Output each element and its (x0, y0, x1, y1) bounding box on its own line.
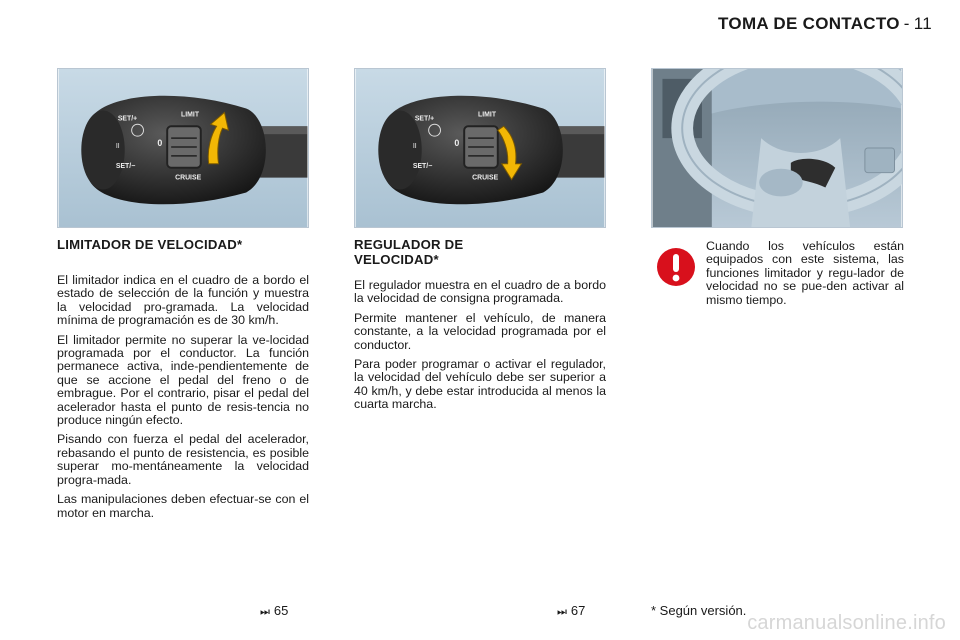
cruise-heading: REGULADOR DE VELOCIDAD* (354, 237, 464, 267)
exclamation-icon (656, 247, 696, 287)
footnote: * Según versión. (651, 603, 747, 618)
page-reference-limiter[interactable] (260, 603, 288, 619)
cruise-stalk-illustration (355, 69, 605, 227)
limiter-paragraph: Las manipulaciones deben efectuar-se con el motor en marcha. (57, 492, 309, 520)
set-minus-label: SET/− (115, 162, 136, 170)
section-title: TOMA DE CONTACTO (718, 14, 900, 33)
watermark: carmanualsonline.info (747, 612, 946, 634)
cruise-paragraph: Para poder programar o activar el regulador, la velocidad del vehículo debe ser superior a 40 km/h, y debe estar introducida al menos la cuarta marcha. (354, 357, 606, 412)
cruise-label: CRUISE (175, 174, 202, 182)
limiter-paragraph: Pisando con fuerza el pedal del acelerador, rebasando el punto de resistencia, es posible superar mo-mentáneamente la velocidad progra-mada. (57, 432, 309, 487)
cruise-paragraph: Permite mantener el vehículo, de manera constante, a la velocidad programada por el conductor. (354, 310, 606, 352)
header-separator: - (903, 14, 910, 33)
reference-page-number: 67 (570, 603, 586, 618)
limiter-paragraph: El limitador permite no superar la ve-locidad programada por el conductor. La función permanece activa, inde-pendientemente de que se accione el pedal del freno o de embrague. Por el contrario, pisar el pedal del acelerador hasta el punto de resis-tencia no produce ningún efecto. (57, 332, 309, 428)
roman-label: II (115, 143, 120, 150)
cruise-section (354, 237, 606, 418)
set-minus-label: SET/− (412, 162, 433, 170)
steering-wheel-photo (651, 68, 903, 228)
limiter-stalk-illustration (58, 69, 308, 227)
limiter-paragraph: El limitador indica en el cuadro de a bordo el estado de selección de la función y muestra la velocidad pro-gramada. La velocidad mínima de programación es de 30 km/h. (57, 273, 309, 328)
steering-wheel-illustration (652, 69, 902, 227)
set-plus-label: SET/+ (117, 115, 138, 123)
page-reference-cruise[interactable] (557, 603, 585, 619)
limit-label: LIMIT (181, 111, 200, 119)
limit-label: LIMIT (478, 111, 497, 119)
warning-text: Cuando los vehículos están equipados con este sistema, las funciones limitador y regu-lador de velocidad no se pue-den activar al mismo tiempo. (706, 239, 904, 307)
warning-note (706, 240, 904, 307)
cruise-stalk-photo (354, 68, 606, 228)
limiter-stalk-photo (57, 68, 309, 228)
roman-label: II (412, 143, 417, 150)
zero-label: 0 (454, 138, 460, 149)
skip-forward-icon: ⏭ (557, 606, 567, 618)
limiter-section (57, 237, 309, 526)
page-number: 11 (913, 14, 932, 33)
page-header (718, 14, 932, 34)
zero-label: 0 (157, 138, 163, 149)
set-plus-label: SET/+ (414, 115, 435, 123)
cruise-label: CRUISE (472, 174, 499, 182)
reference-page-number: 65 (273, 603, 289, 618)
cruise-paragraph: El regulador muestra en el cuadro de a bordo la velocidad de consigna programada. (354, 278, 606, 306)
limiter-heading: LIMITADOR DE VELOCIDAD* (57, 237, 243, 252)
skip-forward-icon: ⏭ (260, 606, 270, 618)
